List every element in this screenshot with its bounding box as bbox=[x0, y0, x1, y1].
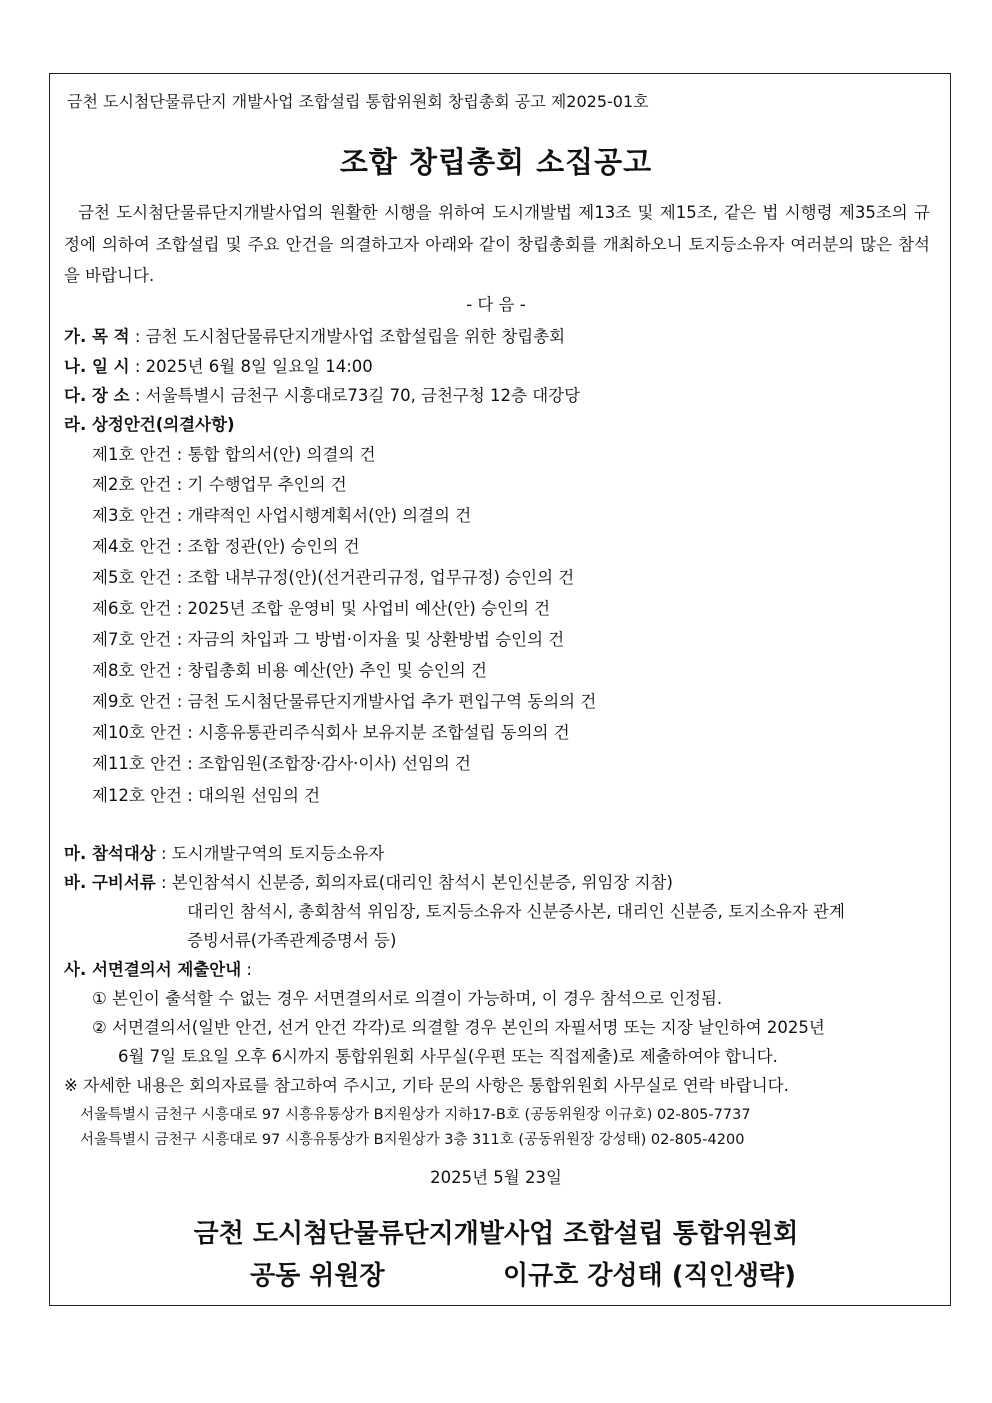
documents-line3: 증빙서류(가족관계증명서 등) bbox=[187, 931, 397, 950]
written-label: 사. 서면결의서 제출안내 bbox=[64, 960, 242, 979]
agenda-item: 제1호 안건 : 통합 합의서(안) 의결의 건 bbox=[92, 445, 376, 464]
written-colon: : bbox=[246, 960, 252, 979]
agenda-item: 제9호 안건 : 금천 도시첨단물류단지개발사업 추가 편입구역 동의의 건 bbox=[92, 692, 597, 711]
intro-paragraph: 금천 도시첨단물류단지개발사업의 원활한 시행을 위하여 도시개발법 제13조 및 제15조, 같은 법 시행령 제35조의 규정에 의하여 조합설립 및 주요 안건을 의결하고자 아래와 같이 창립총회를 개최하오니 토지등소유자 여러분의 많은 참석을 바랍니다. bbox=[64, 203, 930, 285]
written-item-2a: ② 서면결의서(일반 안건, 선거 안건 각각)로 의결할 경우 본인의 자필서명 또는 지장 날인하여 2025년 bbox=[92, 1018, 825, 1037]
footer-org: 금천 도시첨단물류단지개발사업 조합설립 통합위원회 bbox=[193, 1219, 799, 1249]
notice-title: 조합 창립총회 소집공고 bbox=[339, 145, 653, 179]
agenda-heading: 라. 상정안건(의결사항) bbox=[64, 415, 235, 434]
purpose-value: : 금천 도시첨단물류단지개발사업 조합설립을 위한 창립총회 bbox=[134, 327, 566, 346]
documents-row bbox=[64, 872, 673, 894]
contact-line: 서울특별시 금천구 시흥대로 97 시흥유통상가 B지원상가 지하17-B호 (공동위원장 이규호) 02-805-7737 bbox=[80, 1107, 751, 1123]
footer-role: 공동 위원장 bbox=[250, 1261, 385, 1291]
agenda-item: 제3호 안건 : 개략적인 사업시행계획서(안) 의결의 건 bbox=[92, 506, 472, 525]
inquiry-note: ※ 자세한 내용은 회의자료를 참고하여 주시고, 기타 문의 사항은 통합위원회 사무실로 연락 바랍니다. bbox=[64, 1076, 789, 1095]
documents-label: 바. 구비서류 bbox=[64, 873, 156, 892]
attendees-row bbox=[64, 843, 384, 865]
agenda-item: 제6호 안건 : 2025년 조합 운영비 및 사업비 예산(안) 승인의 건 bbox=[92, 599, 551, 618]
agenda-item: 제10호 안건 : 시흥유통관리주식회사 보유지분 조합설립 동의의 건 bbox=[92, 723, 570, 742]
agenda-item: 제11호 안건 : 조합임원(조합장·감사·이사) 선임의 건 bbox=[92, 754, 471, 773]
place-label: 다. 장 소 bbox=[64, 386, 130, 405]
documents-line1: : 본인참석시 신분증, 회의자료(대리인 참석시 본인신분증, 위임장 지참) bbox=[160, 873, 673, 892]
written-row bbox=[64, 959, 252, 981]
notice-date: 2025년 5월 23일 bbox=[430, 1168, 562, 1187]
footer-names: 이규호 강성태 (직인생략) bbox=[503, 1261, 797, 1291]
agenda-item: 제8호 안건 : 창립총회 비용 예산(안) 추인 및 승인의 건 bbox=[92, 661, 487, 680]
written-item-1: ① 본인이 출석할 수 없는 경우 서면결의서로 의결이 가능하며, 이 경우 참석으로 인정됨. bbox=[92, 989, 723, 1008]
divider-text: - 다 음 - bbox=[466, 295, 526, 314]
purpose-label: 가. 목 적 bbox=[64, 327, 130, 346]
agenda-item: 제2호 안건 : 기 수행업무 추인의 건 bbox=[92, 475, 347, 494]
documents-line2: 대리인 참석시, 총회참석 위임장, 토지등소유자 신분증사본, 대리인 신분증, 토지소유자 관계 bbox=[187, 902, 845, 921]
purpose-row bbox=[64, 326, 565, 348]
agenda-item: 제5호 안건 : 조합 내부규정(안)(선거관리규정, 업무규정) 승인의 건 bbox=[92, 568, 575, 587]
contact-line: 서울특별시 금천구 시흥대로 97 시흥유통상가 B지원상가 3층 311호 (공동위원장 강성태) 02-805-4200 bbox=[80, 1132, 745, 1148]
notice-header: 금천 도시첨단물류단지 개발사업 조합설립 통합위원회 창립총회 공고 제2025-01호 bbox=[67, 92, 649, 111]
place-value: : 서울특별시 금천구 시흥대로73길 70, 금천구청 12층 대강당 bbox=[134, 386, 581, 405]
datetime-value: : 2025년 6월 8일 일요일 14:00 bbox=[134, 357, 373, 376]
place-row bbox=[64, 385, 580, 407]
written-item-2b: 6월 7일 토요일 오후 6시까지 통합위원회 사무실(우편 또는 직접제출)로 제출하여야 합니다. bbox=[118, 1047, 778, 1066]
agenda-item: 제4호 안건 : 조합 정관(안) 승인의 건 bbox=[92, 537, 360, 556]
agenda-item: 제12호 안건 : 대의원 선임의 건 bbox=[92, 786, 321, 805]
datetime-row bbox=[64, 356, 373, 378]
agenda-item: 제7호 안건 : 자금의 차입과 그 방법·이자율 및 상환방법 승인의 건 bbox=[92, 630, 565, 649]
attendees-label: 마. 참석대상 bbox=[64, 844, 156, 863]
attendees-value: : 도시개발구역의 토지등소유자 bbox=[160, 844, 385, 863]
datetime-label: 나. 일 시 bbox=[64, 357, 130, 376]
